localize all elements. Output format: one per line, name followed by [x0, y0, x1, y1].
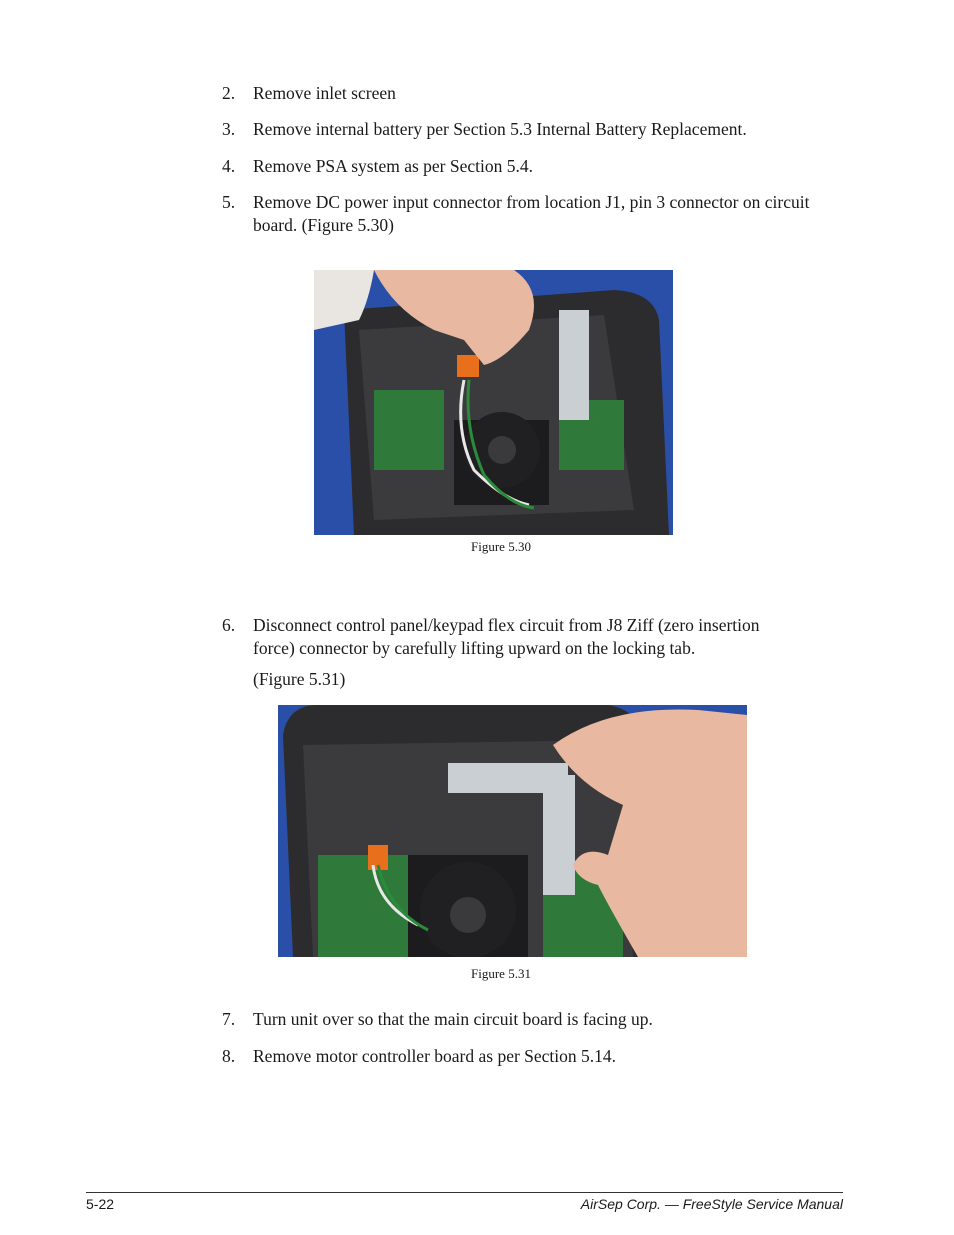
figure-5-31-photo	[278, 705, 747, 957]
step-number: 3.	[222, 119, 236, 139]
step-number: 5.	[222, 192, 236, 212]
step-text: Remove PSA system as per Section 5.4.	[253, 156, 533, 176]
figure-5-31-caption: Figure 5.31	[471, 966, 531, 981]
step-number: 4.	[222, 156, 236, 176]
page-number: 5-22	[86, 1196, 115, 1212]
step-number: 7.	[222, 1009, 236, 1029]
step-number: 2.	[222, 83, 236, 103]
manual-title: AirSep Corp. — FreeStyle Service Manual	[580, 1196, 843, 1212]
step-text: Remove DC power input connector from location J1, pin 3 connector on circuit board. (Figure 5.30)	[253, 192, 810, 235]
footer-rule	[86, 1192, 843, 1193]
step-number: 8.	[222, 1046, 236, 1066]
figure-5-30-photo	[314, 270, 673, 535]
step-number: 6.	[222, 615, 236, 635]
figure-5-30-caption: Figure 5.30	[471, 539, 531, 554]
step-text: Disconnect control panel/keypad flex circuit from J8 Ziff (zero insertion force) connector by carefully lifting upward on the locking tab.	[253, 615, 760, 658]
figure-5-31-reference: (Figure 5.31)	[253, 669, 346, 689]
step-text: Turn unit over so that the main circuit board is facing up.	[253, 1009, 653, 1029]
step-text: Remove motor controller board as per Section 5.14.	[253, 1046, 617, 1066]
step-text: Remove inlet screen	[253, 83, 396, 103]
step-text: Remove internal battery per Section 5.3 Internal Battery Replacement.	[253, 119, 747, 139]
